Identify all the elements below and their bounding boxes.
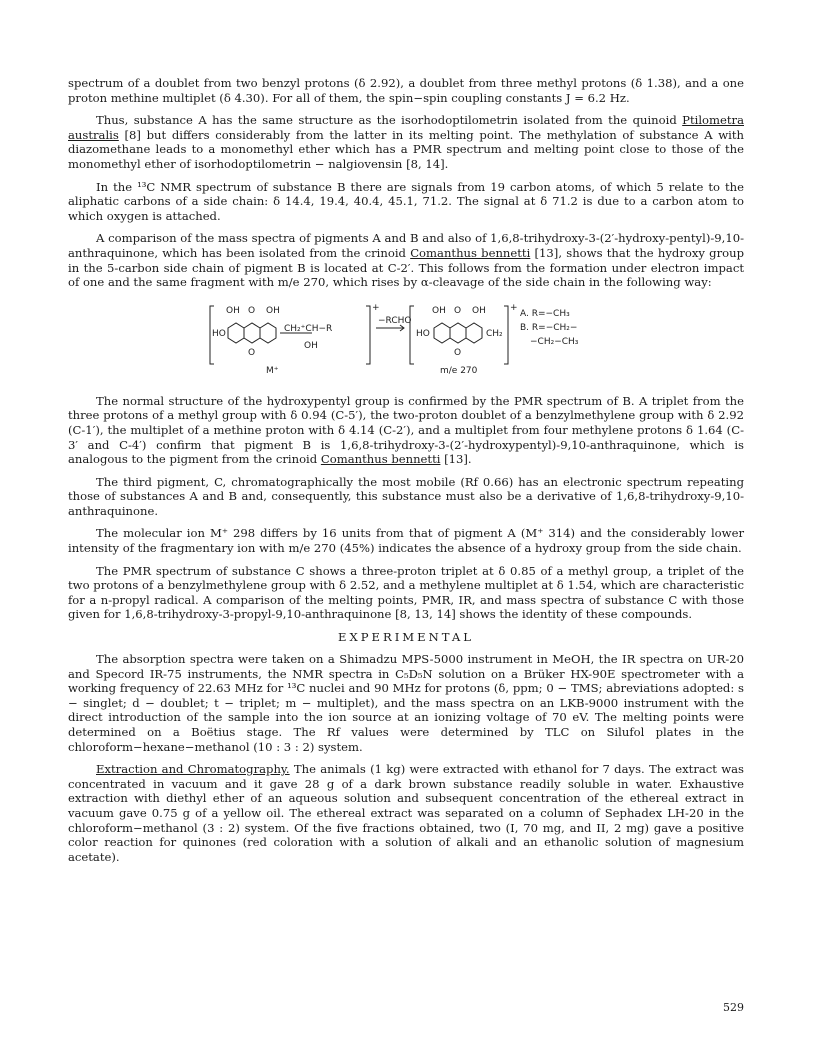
label: HO [416,328,430,339]
paragraph: The molecular ion M⁺ 298 differs by 16 units from that of pigment A (M⁺ 314) and the considerably lower intensity of the fragmentary ion with m/e 270 (45%) indicates the absence of a hydroxy group from the side chain. [68,526,744,556]
text-run: The normal structure of the hydroxypentyl group is confirmed by the PMR spectrum of B. A triplet from the three protons of a methyl group with δ 0.94 (C-5′), the two-proton doublet of a benzylmethylene group with δ 2.92 (C-1′), the multiplet of a methine proton with δ 4.14 (C-2′), and a multiplet from four methylene protons δ 1.64 (C-3′ and C-4′) confirm that pigment B is 1,6,8-trihydroxy-3-(2′-hydroxypentyl)-9,10-anthraquinone, which is analogous to the pigment from the crinoid [68,393,744,467]
bracket-right [366,306,370,364]
paragraph: The third pigment, C, chromatographically the most mobile (Rf 0.66) has an electronic spectrum repeating those of substances A and B and, consequently, this substance must also be a derivative of 1,6,8-trihydroxy-9,10-anthraquinone. [68,474,744,518]
text-run: [8] but differs considerably from the latter in its melting point. The methylation of substance A with diazomethane leads to a monomethyl ether which has a PMR spectrum and melting point close to those of the monomethyl ether of isorhodoptilometrin − nalgiovensin [8, 14]. [68,127,744,171]
label: + [510,302,518,313]
ring [434,323,450,343]
label: CH₂ [486,328,503,339]
article-page [68,76,744,872]
paragraph [68,762,744,864]
text-run: Thus, substance A has the same structure as the isorhodoptilometrin isolated from the quinoid [96,113,683,128]
text-run: The animals (1 kg) were extracted with ethanol for 7 days. The extract was concentrated in vacuum and it gave 28 g of a dark brown substance readily soluble in water. Exhaustive extraction with diethyl ether of an aqueous solution and subsequent concentration of the ethereal extract in vacuum gave 0.75 g of a yellow oil. The ethereal extract was separated on a column of Sephadex LH-20 in the chloroform−methanol (3 : 2) system. Of the five fractions obtained, two (I, 70 mg, and II, 2 mg) gave a positive color reaction for quinones (red coloration with a solution of alkali and an ethanolic solution of magnesium acetate). [68,762,744,864]
text-run: A comparison of the mass spectra of pigments A and B and also of 1,6,8-trihydroxy-3-(2′-hydroxy-pentyl)-9,10-anthraquinone, which has been isolated from the crinoid [68,231,744,260]
label: HO [212,328,226,339]
label: OH [472,305,486,316]
legend-line: −CH₂−CH₃ [530,336,579,347]
label: M⁺ [266,365,279,376]
paragraph [68,394,744,467]
ring [244,323,260,343]
subsection-heading: Extraction and Chromatography. [96,762,290,777]
label: O [454,305,462,316]
ring [260,323,276,343]
paragraph [68,113,744,171]
text-run: [13]. [440,452,472,467]
section-heading: EXPERIMENTAL [338,630,474,645]
label: O [248,347,256,358]
species-name: Comanthus bennetti [320,452,441,467]
ring [228,323,244,343]
label: OH [226,305,240,316]
label: OH [432,305,446,316]
bracket-right [504,306,508,364]
ring [450,323,466,343]
label: OH [266,305,280,316]
paragraph: In the ¹³C NMR spectrum of substance B there are signals from 19 carbon atoms, of which 5 relate to the aliphatic carbons of a side chain: δ 14.4, 19.4, 40.4, 45.1, 71.2. The signal at δ 71.2 is due to a carbon atom to which oxygen is attached. [68,179,744,223]
bracket-left [410,306,414,364]
label: CH₂⁺CH−R [284,323,333,334]
label: OH [304,340,318,351]
paragraph: spectrum of a doublet from two benzyl protons (δ 2.92), a doublet from three methyl protons (δ 1.38), and a one proton methine multiplet (δ 4.30). For all of them, the spin−spin coupling constants J = 6.2 Hz. [68,76,744,105]
paragraph: The absorption spectra were taken on a Shimadzu MPS-5000 instrument in MeOH, the IR spectra on UR-20 and Specord IR-75 instruments, the NMR spectra in C₅D₅N solution on a Brüker HX-90E spectrometer with a working frequency of 22.63 MHz for ¹³C nuclei and 90 MHz for protons (δ, ppm; 0 − TMS; abreviations adopted: s − singlet; d − doublet; t − triplet; m − multiplet), and the mass spectra on an LKB-9000 instrument with the direct introduction of the sample into the ion source at an ionizing voltage of 70 eV. The melting points were determined on a Boëtius stage. The Rf values were determined by TLC on Silufol plates in the chloroform−hexane−methanol (10 : 3 : 2) system. [68,652,744,754]
scheme-drawing [208,298,628,386]
text-run: [13], shows that the hydroxy group in the 5-carbon side chain of pigment B is located at C-2′. This follows from the formation under electron impact of one and the same fragment with m/e 270, which rises by α-cleavage of the side chain in the following way: [68,245,745,290]
label: + [372,302,380,313]
label: O [454,347,462,358]
paragraph [68,231,744,289]
fragmentation-scheme [68,298,744,386]
species-name: Ptilometra australis [68,113,744,142]
species-name: Comanthus bennetti [410,245,531,260]
paragraph: The PMR spectrum of substance C shows a three-proton triplet at δ 0.85 of a methyl group, a triplet of the two protons of a benzylmethylene group with δ 2.52, and a methylene multiplet at δ 1.54, which are characteristic for a n-propyl radical. A comparison of the melting points, PMR, IR, and mass spectra of substance C with those given for 1,6,8-trihydroxy-3-propyl-9,10-anthraquinone [8, 13, 14] shows the identity of these compounds. [68,563,744,622]
label: −RCHO [378,315,412,326]
legend-line: A. R=−CH₃ [520,308,570,319]
legend-line: B. R=−CH₂− [520,322,578,333]
ring [466,323,482,343]
label: m/e 270 [440,365,478,376]
page-number: 529 [723,1001,744,1014]
label: O [248,305,256,316]
